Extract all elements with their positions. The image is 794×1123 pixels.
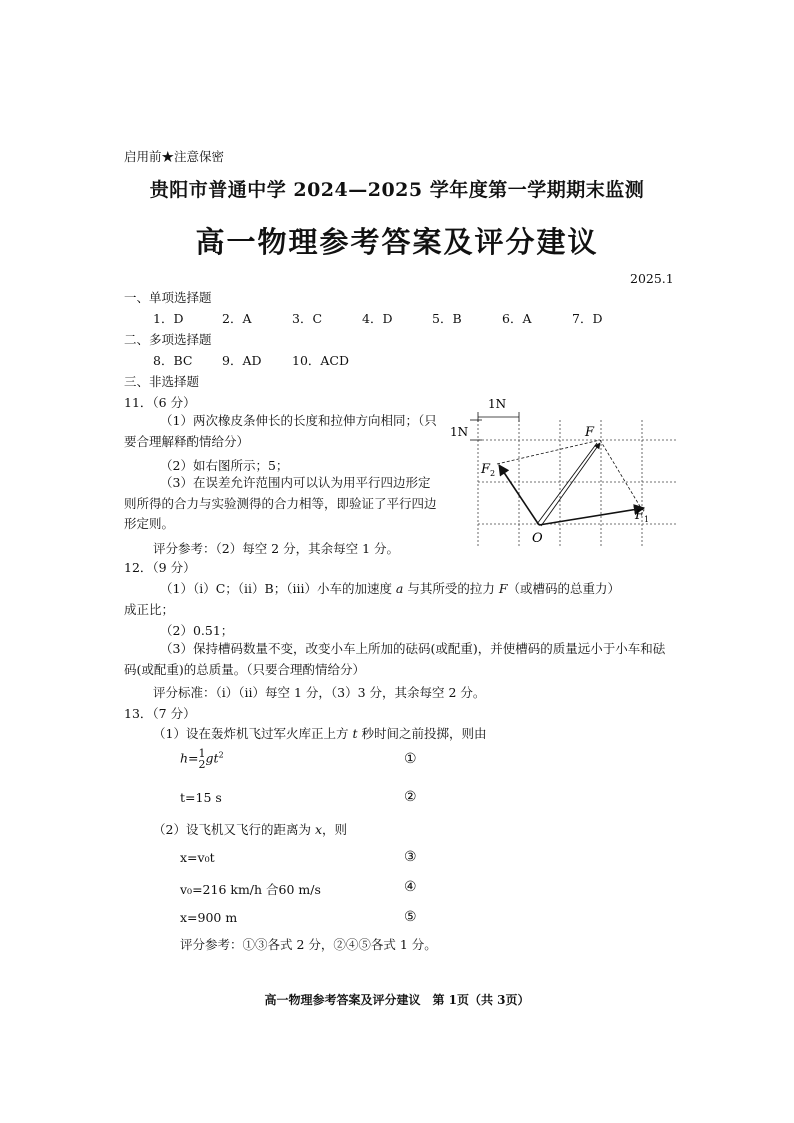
answer-5: 5．B <box>432 311 462 326</box>
page-title: 高一物理参考答案及评分建议 <box>195 225 599 259</box>
equation-4: v₀=216 km/h 合60 m/s <box>180 882 321 897</box>
q11-part1: （1）两次橡皮条伸长的长度和拉伸方向相同；（只要合理解释酌情给分） <box>124 413 437 449</box>
q11-score: 评分参考：（2）每空 2 分，其余每空 1 分。 <box>153 541 400 556</box>
parallelogram-sides <box>497 440 641 508</box>
answer-6: 6．A <box>502 311 532 326</box>
label-F2: $F_2$ <box>481 462 496 478</box>
answer-2: 2．A <box>222 311 252 326</box>
equation-4-mark: ④ <box>404 879 417 895</box>
q12-heading: 12．（9 分） <box>124 560 196 575</box>
q12-part3: （3）保持槽码数量不变，改变小车上所加的砝码(或配重)，并使槽码的质量远小于小车和砝码(或配重)的总质量。（只要合理酌情给分） <box>124 641 666 677</box>
scale-x-label: 1N <box>488 397 507 411</box>
label-O: O <box>532 531 543 546</box>
q13-part2: （2）设飞机又飞行的距离为 x，则 <box>153 822 348 837</box>
section2-heading: 二、多项选择题 <box>124 332 212 347</box>
label-F: F <box>585 425 595 440</box>
equation-2-mark: ② <box>404 789 417 805</box>
label-F1: $F_1$ <box>635 508 650 524</box>
q12-score: 评分标准：（ⅰ）（ⅱ）每空 1 分，（3）3 分，其余每空 2 分。 <box>153 685 486 700</box>
answer-7: 7．D <box>572 311 603 326</box>
q11-part2: （2）如右图所示；5； <box>160 458 289 473</box>
page-footer: 高一物理参考答案及评分建议 第 1页（共 3页） <box>264 993 530 1007</box>
q12-part1: （1）（ⅰ）C；（ⅱ）B；（ⅲ）小车的加速度 a 与其所受的拉力 F（或槽码的总重力） <box>160 581 621 596</box>
equation-1-mark: ① <box>404 751 417 767</box>
q13-heading: 13．（7 分） <box>124 706 196 721</box>
answer-9: 9．AD <box>222 353 262 368</box>
scale-markers <box>470 412 519 440</box>
force-F-arrow <box>541 443 600 526</box>
section1-heading: 一、单项选择题 <box>124 290 212 305</box>
date: 2025.1 <box>630 271 674 286</box>
resultant-line-a <box>537 443 597 524</box>
q12-part1-cont: 成正比； <box>124 602 175 617</box>
q11-heading: 11．（6 分） <box>124 395 196 410</box>
answer-10: 10．ACD <box>292 353 350 368</box>
school-heading: 贵阳市普通中学 2024—2025 学年度第一学期期末监测 <box>149 179 645 201</box>
answer-1: 1．D <box>153 311 184 326</box>
q13-score: 评分参考：①③各式 2 分，②④⑤各式 1 分。 <box>180 937 437 952</box>
equation-5-mark: ⑤ <box>404 909 417 925</box>
equation-3: x=v₀t <box>180 850 215 865</box>
answer-4: 4．D <box>362 311 393 326</box>
force-diagram <box>440 392 680 552</box>
grid <box>478 420 676 548</box>
q11-part3: （3）在误差允许范围内可以认为用平行四边形定则所得的合力与实验测得的合力相等，即验证了平行四边形定则。 <box>124 475 437 531</box>
section3-heading: 三、非选择题 <box>124 374 200 389</box>
answer-8: 8．BC <box>153 353 193 368</box>
q13-part1: （1）设在轰炸机飞过军火库正上方 t 秒时间之前投掷，则由 <box>153 726 487 741</box>
confidential-notice: 启用前★注意保密 <box>124 149 225 164</box>
equation-3-mark: ③ <box>404 849 417 865</box>
answer-3: 3．C <box>292 311 323 326</box>
scale-y-label: 1N <box>450 425 469 439</box>
equation-5: x=900 m <box>180 910 238 925</box>
equation-2: t=15 s <box>180 790 222 805</box>
q12-part2: （2）0.51； <box>160 623 234 638</box>
force-F1-arrow <box>539 508 644 525</box>
equation-1: h=1 $2gt^2$ <box>180 747 224 771</box>
